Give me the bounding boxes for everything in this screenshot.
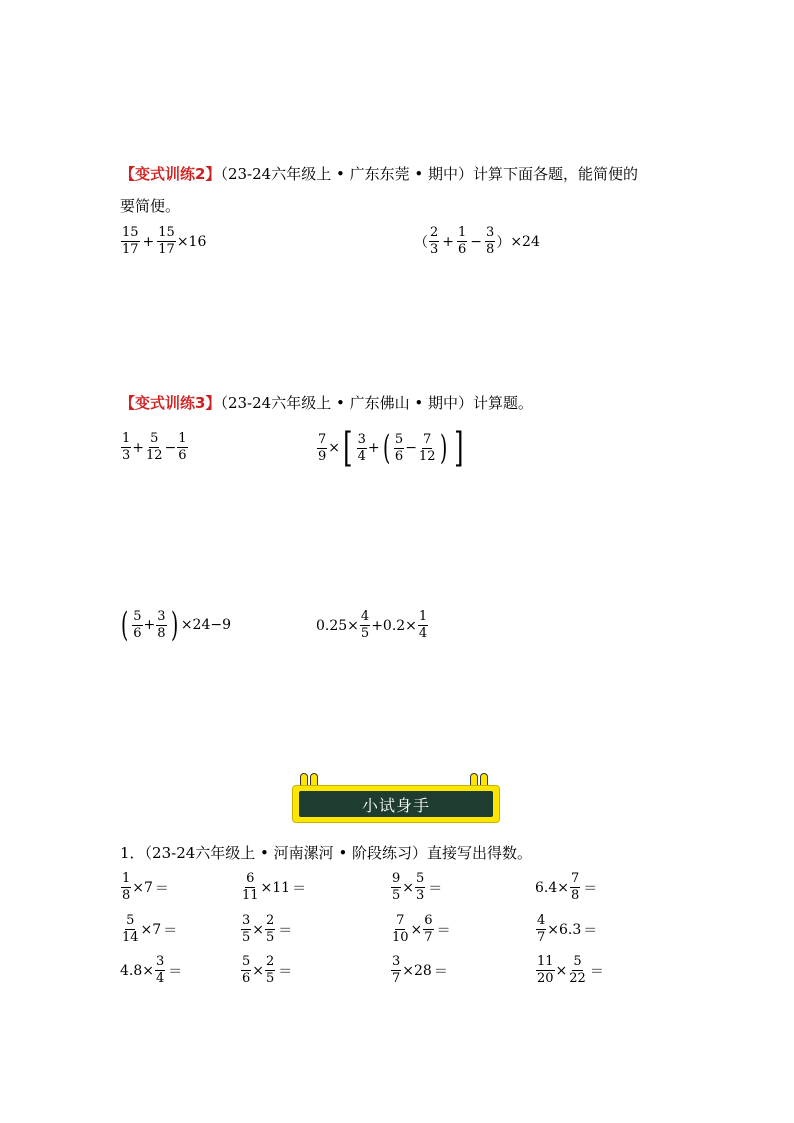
q1-item (390, 872, 444, 903)
fraction (391, 914, 410, 945)
equals-sign: ＝ (589, 963, 604, 980)
exercise2-heading (120, 163, 638, 185)
fraction (155, 955, 165, 986)
denominator: 10 (392, 930, 409, 945)
numerator: 7 (571, 871, 580, 886)
fraction (121, 914, 140, 945)
fraction (536, 955, 555, 986)
fraction (241, 914, 251, 945)
denominator: 4 (156, 971, 165, 986)
numerator: 5 (573, 954, 582, 969)
fraction (423, 914, 433, 945)
numerator: 4 (537, 913, 546, 928)
expr-operator: ×7 (140, 921, 162, 938)
fraction (241, 955, 251, 986)
fraction: $\frac{7}{12}$ (418, 431, 436, 464)
expr-operator: ×7 (132, 879, 153, 896)
equals-sign: ＝ (292, 880, 307, 897)
denominator: 20 (537, 971, 554, 986)
fraction: $\frac{5}{6}$ (394, 431, 404, 464)
denominator: 5 (266, 930, 275, 945)
numerator: 3 (156, 954, 165, 969)
numerator: 6 (246, 871, 255, 886)
fraction: $\frac{1}{6}$ (178, 431, 187, 463)
exercise2-tag: 【变式训练2】 (120, 165, 221, 183)
exercise2-expression-b: （ $\frac{2}{3}$ + $\frac{1}{6}$ − $\frac{3}{8}$ ） ×24 (414, 225, 540, 257)
fraction (536, 914, 546, 945)
exercise3-expression-b: $\frac{7}{9}$ × [ $\frac{3}{4}$ + ( $\frac{5}{6}$ − $\frac{7}{12}$ ) ] (318, 425, 464, 471)
exercise3-tag: 【变式训练3】 (120, 394, 221, 412)
expr-operator: × (402, 879, 415, 896)
exercise2-expression-a: $\frac{15}{17}$ + $\frac{15}{17}$ ×16 (122, 225, 207, 257)
denominator: 5 (266, 971, 275, 986)
q1-item (240, 914, 294, 945)
equals-sign: ＝ (168, 963, 183, 980)
expr-operator: × (555, 962, 568, 979)
fraction: $\frac{3}{8}$ (157, 608, 166, 641)
denominator: 7 (537, 930, 546, 945)
expr-operator: × (252, 962, 265, 979)
numerator: 9 (392, 871, 401, 886)
numerator: 1 (122, 871, 131, 886)
denominator: 7 (424, 930, 433, 945)
equals-sign: ＝ (583, 880, 598, 897)
fraction (265, 955, 275, 986)
expr-operator: ×28 (402, 962, 432, 979)
numerator: 11 (537, 954, 554, 969)
fraction (570, 872, 580, 903)
banner-frame (292, 785, 500, 823)
fraction: $\frac{1}{6}$ (458, 225, 467, 257)
fraction (265, 914, 275, 945)
q1-item (390, 914, 453, 945)
exercise3-expression-a: $\frac{1}{3}$ + $\frac{5}{12}$ − $\frac{1}{6}$ (122, 431, 187, 463)
denominator: 8 (571, 888, 580, 903)
expr-operator: ×6.3 (547, 921, 582, 938)
numerator: 7 (396, 913, 405, 928)
denominator: 5 (242, 930, 251, 945)
fraction: $\frac{4}{5}$ (360, 609, 370, 641)
denominator: 8 (122, 888, 131, 903)
fraction: $\frac{1}{3}$ (122, 431, 131, 463)
fraction (568, 955, 587, 986)
equals-sign: ＝ (436, 922, 451, 939)
exercise3-heading (120, 392, 533, 414)
fraction (241, 872, 260, 903)
q1-item (120, 872, 171, 903)
expr-operator: × (252, 921, 265, 938)
fraction: $\frac{1}{4}$ (418, 609, 428, 641)
fraction: $\frac{2}{3}$ (430, 225, 439, 257)
equals-sign: ＝ (583, 922, 598, 939)
equals-sign: ＝ (163, 922, 178, 939)
expr-prefix: 4.8× (120, 962, 154, 979)
fraction (391, 872, 401, 903)
denominator: 22 (569, 971, 586, 986)
exercise2-source: （23-24六年级上 • 广东东莞 • 期中）计算下面各题，能简便的 (220, 165, 638, 183)
fraction: $\frac{7}{9}$ (318, 431, 327, 464)
q1-heading: 1．（23-24六年级上 • 河南漯河 • 阶段练习）直接写出得数。 (120, 844, 533, 862)
numerator: 5 (416, 871, 425, 886)
equals-sign: ＝ (278, 922, 293, 939)
exercise3-expression-c: ( $\frac{5}{6}$ + $\frac{3}{8}$ ) ×24−9 (120, 605, 232, 645)
fraction: $\frac{5}{6}$ (133, 608, 142, 641)
numerator: 3 (392, 954, 401, 969)
fraction: $\frac{15}{17}$ (122, 225, 139, 257)
fraction (121, 872, 131, 903)
q1-item (535, 872, 599, 903)
fraction: $\frac{3}{8}$ (486, 225, 495, 257)
denominator: 5 (392, 888, 401, 903)
q1-item (120, 914, 179, 945)
equals-sign: ＝ (278, 963, 293, 980)
q1-item (535, 955, 606, 986)
expr-operator: ×11 (260, 879, 291, 896)
fraction: $\frac{5}{12}$ (146, 431, 163, 463)
exercise3-source: （23-24六年级上 • 广东佛山 • 期中）计算题。 (220, 394, 533, 412)
q1-item (240, 955, 294, 986)
denominator: 7 (392, 971, 401, 986)
exercise3-expression-d: 0.25× $\frac{4}{5}$ +0.2× $\frac{1}{4}$ (316, 609, 428, 641)
equals-sign: ＝ (433, 963, 448, 980)
denominator: 14 (122, 930, 139, 945)
fraction: $\frac{15}{17}$ (158, 225, 175, 257)
numerator: 5 (242, 954, 251, 969)
numerator: 6 (424, 913, 433, 928)
q1-item (240, 872, 308, 903)
q1-item (120, 955, 184, 986)
equals-sign: ＝ (154, 880, 169, 897)
expr-prefix: 6.4× (535, 879, 569, 896)
denominator: 11 (242, 888, 259, 903)
banner-title: 小试身手 (299, 791, 493, 817)
equals-sign: ＝ (428, 880, 443, 897)
fraction (391, 955, 401, 986)
denominator: 3 (416, 888, 425, 903)
numerator: 5 (126, 913, 135, 928)
fraction: $\frac{3}{4}$ (357, 431, 366, 464)
fraction (415, 872, 425, 903)
numerator: 3 (242, 913, 251, 928)
expr-operator: × (410, 921, 423, 938)
numerator: 2 (266, 954, 275, 969)
numerator: 2 (266, 913, 275, 928)
section-banner (292, 773, 502, 825)
q1-item (535, 914, 599, 945)
q1-item (390, 955, 450, 986)
exercise2-continuation: 要简便。 (120, 197, 181, 215)
denominator: 6 (242, 971, 251, 986)
